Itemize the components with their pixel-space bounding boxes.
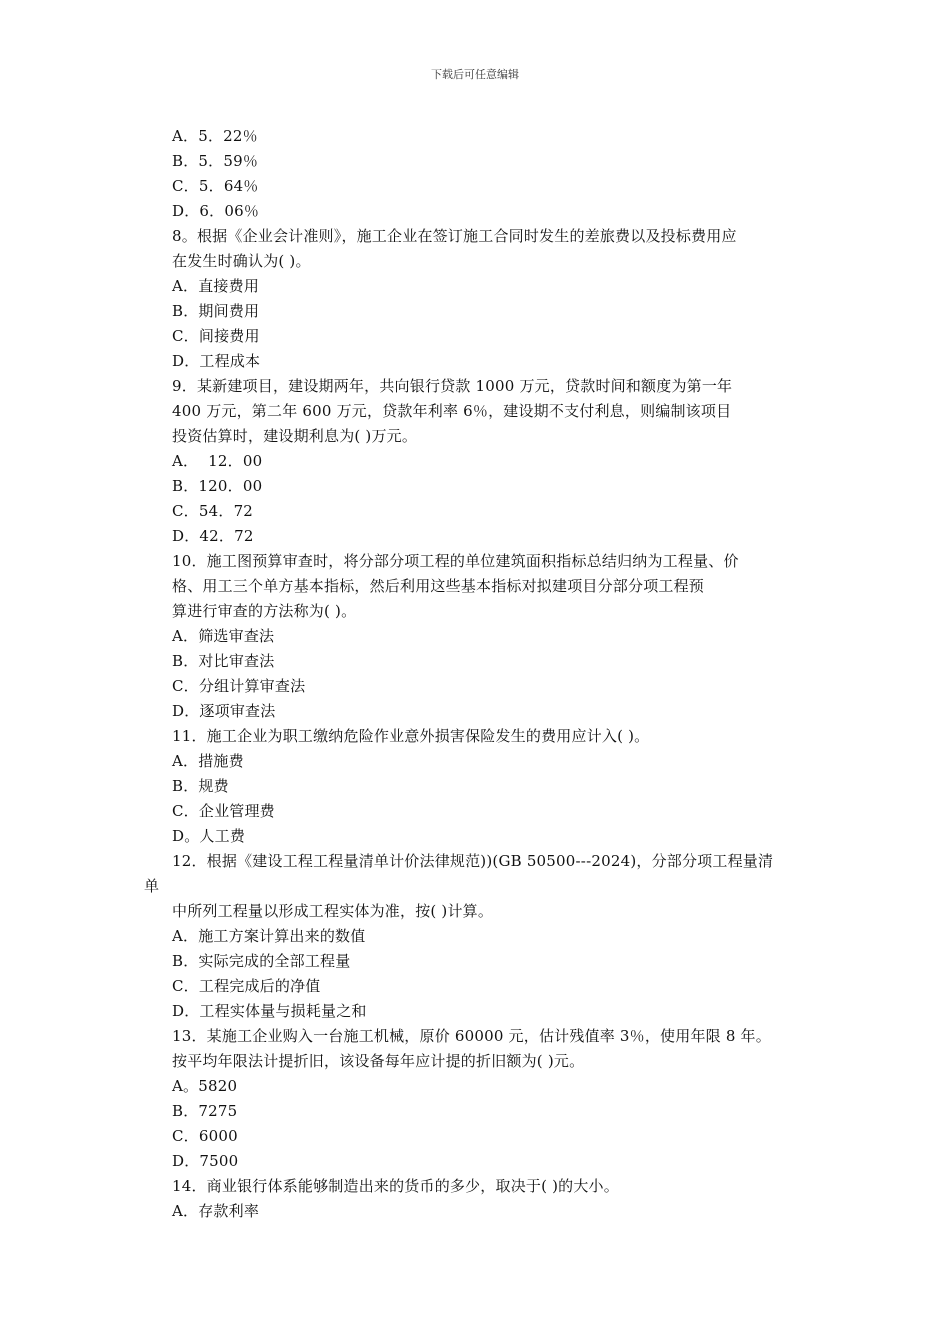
text-line: B．实际完成的全部工程量: [172, 952, 351, 970]
text-line: B．7275: [172, 1102, 238, 1120]
text-line: 400 万元，第二年 600 万元，贷款年利率 6％，建设期不支付利息，则编制该项目: [172, 402, 732, 420]
text-line: A．施工方案计算出来的数值: [172, 927, 366, 945]
question-13: 13．某施工企业购入一台施工机械，原价 60000 元，估计残值率 3％，使用年限 8 年。: [172, 1027, 771, 1045]
text-line: D．工程实体量与损耗量之和: [172, 1002, 367, 1020]
text-line: B．期间费用: [172, 302, 260, 320]
text-line: 格、用工三个单方基本指标，然后利用这些基本指标对拟建项目分部分项工程预: [172, 577, 705, 595]
text-line: A．存款利率: [172, 1202, 260, 1220]
text-line: A． 12．00: [172, 452, 263, 470]
text-line: B．规费: [172, 777, 229, 795]
text-line: B．5．59％: [172, 152, 259, 170]
page-header: 下载后可任意编辑: [431, 68, 519, 81]
document-body: [144, 124, 812, 1224]
text-line: A。5820: [172, 1077, 238, 1095]
text-line: D．6．06％: [172, 202, 260, 220]
text-line: 投资估算时，建设期利息为( )万元。: [172, 427, 418, 445]
text-line: B．120．00: [172, 477, 263, 495]
text-line: C．5．64％: [172, 177, 259, 195]
text-line: C．54．72: [172, 502, 254, 520]
question-11: 11．施工企业为职工缴纳危险作业意外损害保险发生的费用应计入( )。: [172, 727, 650, 745]
text-line: A．直接费用: [172, 277, 260, 295]
text-line: D．逐项审查法: [172, 702, 276, 720]
text-line: C．间接费用: [172, 327, 260, 345]
text-line: 在发生时确认为( )。: [172, 252, 311, 270]
question-10: 10．施工图预算审查时，将分部分项工程的单位建筑面积指标总结归纳为工程量、价: [172, 552, 739, 570]
text-line: A．筛选审查法: [172, 627, 275, 645]
text-line: D．工程成本: [172, 352, 261, 370]
text-line: A．措施费: [172, 752, 244, 770]
text-line: C．工程完成后的净值: [172, 977, 321, 995]
text-line: B．对比审查法: [172, 652, 275, 670]
question-9: 9．某新建项目，建设期两年，共向银行贷款 1000 万元，贷款时间和额度为第一年: [172, 377, 733, 395]
text-line: D。人工费: [172, 827, 246, 845]
question-14: 14．商业银行体系能够制造出来的货币的多少，取决于( )的大小。: [172, 1177, 619, 1195]
text-line: C．企业管理费: [172, 802, 275, 820]
text-line: A．5．22％: [172, 127, 258, 145]
text-line: D．42．72: [172, 527, 254, 545]
text-line: C．分组计算审查法: [172, 677, 306, 695]
question-8: 8。根据《企业会计准则》，施工企业在签订施工合同时发生的差旅费以及投标费用应: [172, 227, 737, 245]
text-line: D．7500: [172, 1152, 239, 1170]
text-line: 中所列工程量以形成工程实体为准，按( )计算。: [172, 902, 494, 920]
question-12: 12．根据《建设工程工程量清单计价法律规范))(GB 50500---2024)，分部分项工程量清: [172, 852, 774, 870]
text-line: 算进行审查的方法称为( )。: [172, 602, 357, 620]
text-line: 按平均年限法计提折旧，该设备每年应计提的折旧额为( )元。: [172, 1052, 585, 1070]
text-line: 单: [144, 877, 160, 895]
text-line: C．6000: [172, 1127, 238, 1145]
